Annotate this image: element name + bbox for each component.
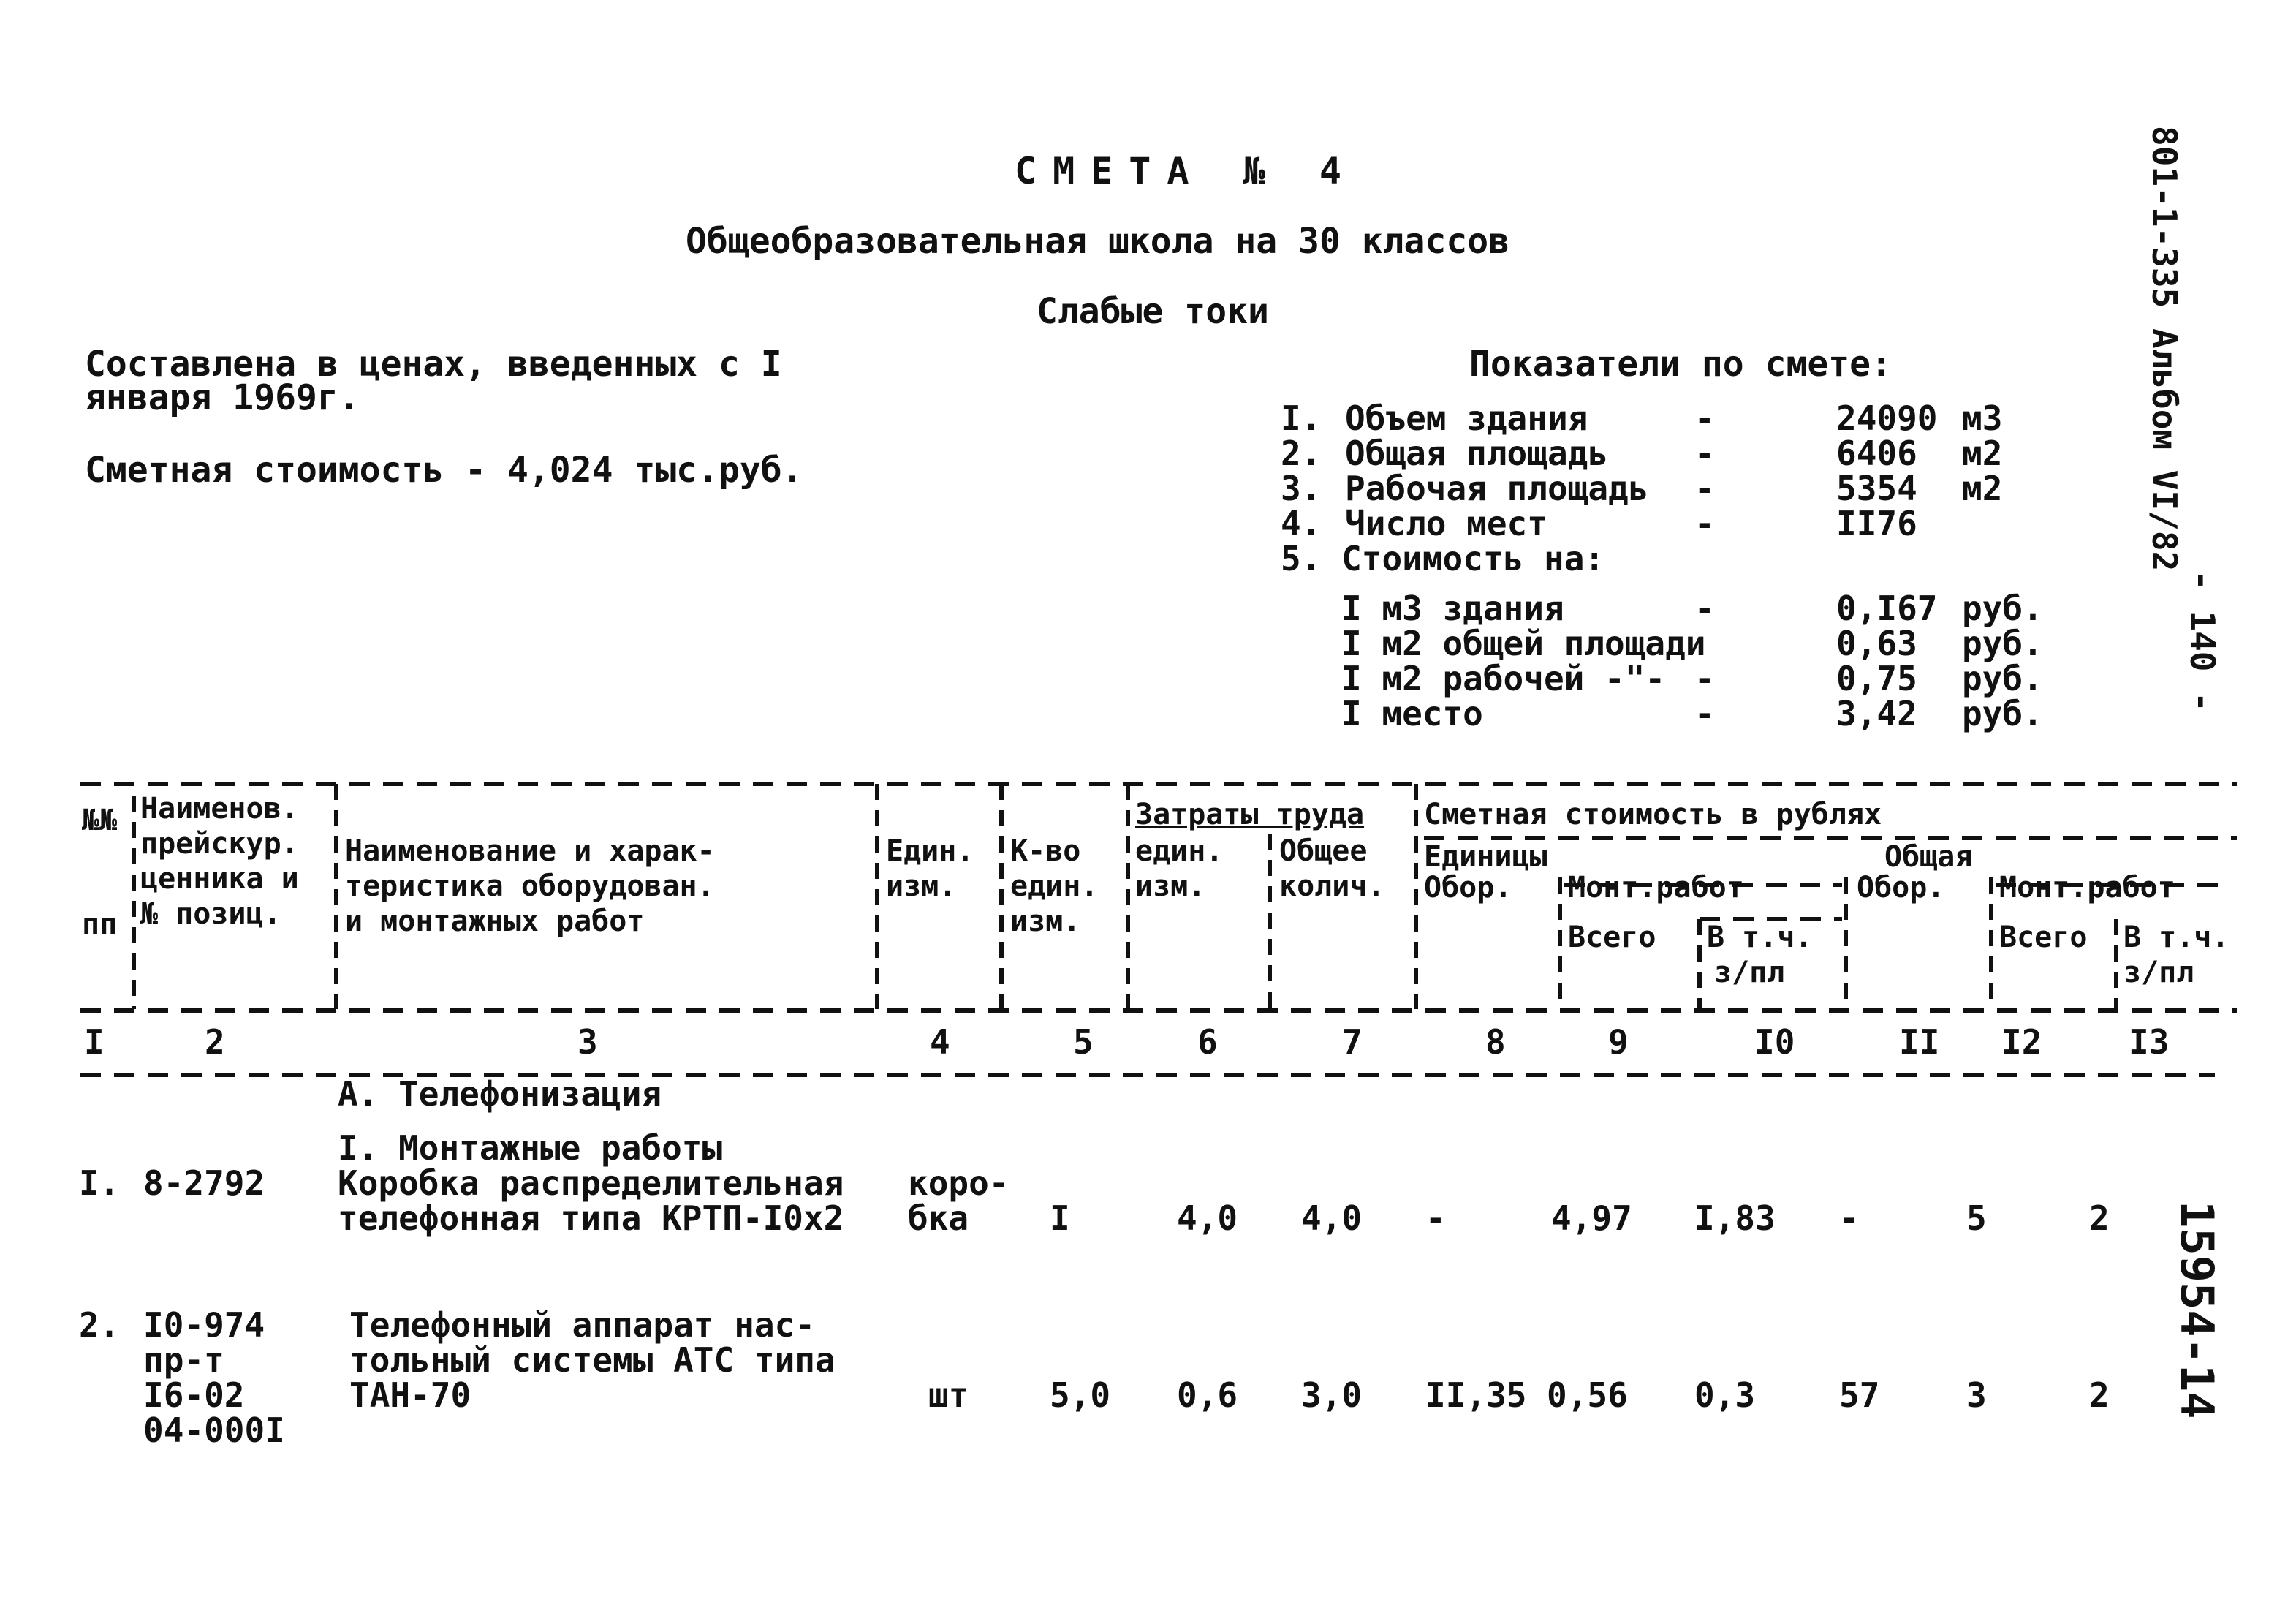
row-qty: 5,0 — [1050, 1375, 1111, 1415]
indicator-no: 3. — [1281, 469, 1322, 508]
header-total-cost: Общая — [1884, 840, 1973, 874]
header-wages-total: з/пл — [2123, 956, 2194, 989]
row-mont-total: 3 — [1966, 1375, 1987, 1415]
cost-per-value: 0,I67 — [1836, 589, 1938, 628]
column-number: 4 — [930, 1022, 950, 1062]
row-wage-unit: I,83 — [1694, 1198, 1776, 1238]
row-wage-unit: 0,3 — [1694, 1375, 1756, 1415]
row-name-line1: Коробка распределительная — [338, 1163, 844, 1203]
indicator-no: I. — [1281, 399, 1322, 438]
cost-per-value: 0,75 — [1836, 659, 1917, 698]
column-number: I3 — [2129, 1022, 2170, 1062]
column-number: 3 — [577, 1022, 598, 1062]
row-mont-unit: 0,56 — [1547, 1375, 1628, 1415]
header-col2-line2: прейскур. — [140, 827, 299, 861]
cost-per-dash: - — [1694, 659, 1715, 698]
indicator-label: Число мест — [1345, 504, 1547, 543]
header-col3-line1: Наименование и харак- — [345, 834, 715, 868]
row-mont-unit: 4,97 — [1551, 1198, 1632, 1238]
indicator-value: II76 — [1836, 504, 1917, 543]
row-labor-total: 4,0 — [1301, 1198, 1363, 1238]
cost-per-unit: руб. — [1962, 659, 2043, 698]
indicator-label: Общая площадь — [1345, 434, 1609, 473]
column-number: 5 — [1073, 1022, 1094, 1062]
cost-per-value: 0,63 — [1836, 624, 1917, 663]
indicator-dash: - — [1694, 469, 1715, 508]
header-labor-total-line2: колич. — [1279, 869, 1385, 903]
header-unit-cost: Единицы — [1424, 840, 1547, 874]
indicator-label: Объем здания — [1345, 399, 1588, 438]
row-mont-total: 5 — [1966, 1198, 1987, 1238]
estimated-cost: Сметная стоимость - 4,024 тыс.руб. — [85, 450, 803, 491]
header-all-unit: Всего — [1568, 921, 1656, 954]
header-incl-total: В т.ч. — [2123, 921, 2229, 954]
document-subtitle: Общеобразовательная школа на 30 классов — [686, 221, 1510, 262]
cost-per-label: I м3 здания — [1341, 589, 1564, 628]
cost-per-dash: - — [1694, 589, 1715, 628]
indicator-label: Рабочая площадь — [1345, 469, 1649, 508]
column-number: I — [84, 1022, 105, 1062]
cost-per-label: I м2 общей площади — [1341, 624, 1706, 663]
row-code: 8-2792 — [143, 1163, 265, 1203]
header-col2-line4: № позиц. — [140, 897, 281, 931]
row-wage-total: 2 — [2089, 1375, 2110, 1415]
row-equip-unit: - — [1425, 1198, 1446, 1238]
header-labor-unit-line2: изм. — [1135, 869, 1206, 903]
indicator-unit: м3 — [1962, 399, 2003, 438]
indicator-value: 24090 — [1836, 399, 1938, 438]
column-number: 7 — [1342, 1022, 1363, 1062]
header-col2-line1: Наименов. — [140, 792, 299, 826]
row-number: I. — [79, 1163, 120, 1203]
header-all-total: Всего — [1999, 921, 2088, 954]
indicator-dash: - — [1694, 399, 1715, 438]
column-number: 2 — [205, 1022, 225, 1062]
page-number: - 140 - — [2183, 570, 2222, 712]
column-number: II — [1899, 1022, 1940, 1062]
row-code-line4: 04-000I — [143, 1410, 285, 1450]
row-code-line2: пр-т — [143, 1340, 224, 1380]
row-number: 2. — [79, 1305, 120, 1345]
header-equip-total: Обор. — [1857, 871, 1945, 904]
row-name-line1: Телефонный аппарат нас- — [349, 1305, 815, 1345]
indicator-no: 2. — [1281, 434, 1322, 473]
row-code-line1: I0-974 — [143, 1305, 265, 1345]
section-title: Слабые токи — [1037, 291, 1269, 332]
row-equip-unit: II,35 — [1425, 1375, 1527, 1415]
header-col1-line1: №№ — [82, 804, 118, 837]
document-title: СМЕТА № 4 — [1015, 150, 1357, 192]
header-labor: Затраты труда — [1135, 798, 1365, 831]
header-col5-line2: един. — [1010, 869, 1099, 903]
column-number: I2 — [2001, 1022, 2042, 1062]
header-incl-unit: В т.ч. — [1707, 921, 1813, 954]
header-col2-line3: ценника и — [140, 862, 299, 896]
prices-line-2: января 1969г. — [85, 377, 360, 418]
row-labor-total: 3,0 — [1301, 1375, 1363, 1415]
indicator-value: 5354 — [1836, 469, 1917, 508]
indicator-unit: м2 — [1962, 469, 2003, 508]
indicator-no: 4. — [1281, 504, 1322, 543]
cost-per-unit: руб. — [1962, 589, 2043, 628]
header-col4-line2: изм. — [886, 869, 957, 903]
row-unit: шт — [928, 1375, 969, 1415]
cost-per-value: 3,42 — [1836, 694, 1917, 733]
album-code: 801-1-335 Альбом VI/82 — [2145, 126, 2184, 572]
column-number: I0 — [1754, 1022, 1795, 1062]
header-cost: Сметная стоимость в рублях — [1424, 798, 1882, 831]
indicators-heading: Показатели по смете: — [1469, 344, 1892, 385]
header-col3-line3: и монтажных работ — [345, 904, 645, 938]
row-qty: I — [1050, 1198, 1070, 1238]
row-unit-line1: коро- — [908, 1163, 1009, 1203]
column-number: 8 — [1485, 1022, 1506, 1062]
column-number: 9 — [1608, 1022, 1629, 1062]
row-labor-unit: 4,0 — [1177, 1198, 1238, 1238]
header-mont-unit: Монт.работ — [1568, 871, 1744, 904]
cost-per-dash: - — [1694, 694, 1715, 733]
cost-per-unit: руб. — [1962, 624, 2043, 663]
header-col1-line2: пп — [82, 907, 118, 941]
row-name-line3: ТАН-70 — [349, 1375, 471, 1415]
header-wages-unit: з/пл — [1714, 956, 1785, 989]
header-mont-total: Монт.работ — [1999, 871, 2175, 904]
header-col4-line1: Един. — [886, 834, 974, 868]
indicator-dash: - — [1694, 504, 1715, 543]
stamp-number: 15954-14 — [2170, 1201, 2224, 1419]
indicator-dash: - — [1694, 434, 1715, 473]
indicator-unit: м2 — [1962, 434, 2003, 473]
header-equip-unit: Обор. — [1424, 871, 1512, 904]
cost-per-unit: руб. — [1962, 694, 2043, 733]
row-code-line3: I6-02 — [143, 1375, 245, 1415]
prices-line-1: Составлена в ценах, введенных с I — [85, 344, 782, 385]
row-wage-total: 2 — [2089, 1198, 2110, 1238]
row-equip-total: 57 — [1839, 1375, 1880, 1415]
header-labor-total-line1: Общее — [1279, 834, 1368, 868]
row-unit-line2: бка — [908, 1198, 969, 1238]
column-number: 6 — [1197, 1022, 1218, 1062]
row-name-line2: телефонная типа КРТП-I0х2 — [338, 1198, 844, 1238]
cost-per-label: I м2 рабочей -"- — [1341, 659, 1666, 698]
cost-per-label: I место — [1341, 694, 1483, 733]
header-labor-unit-line1: един. — [1135, 834, 1224, 868]
section-telephony: А. Телефонизация — [338, 1074, 662, 1114]
row-labor-unit: 0,6 — [1177, 1375, 1238, 1415]
indicator-cost-heading: 5. Стоимость на: — [1281, 539, 1605, 578]
row-name-line2: тольный системы АТС типа — [349, 1340, 836, 1380]
header-col3-line2: теристика оборудован. — [345, 869, 715, 903]
header-col5-line1: К-во — [1010, 834, 1081, 868]
row-equip-total: - — [1839, 1198, 1860, 1238]
header-col5-line3: изм. — [1010, 904, 1081, 938]
subsection-installation: I. Монтажные работы — [338, 1128, 723, 1168]
indicator-value: 6406 — [1836, 434, 1917, 473]
